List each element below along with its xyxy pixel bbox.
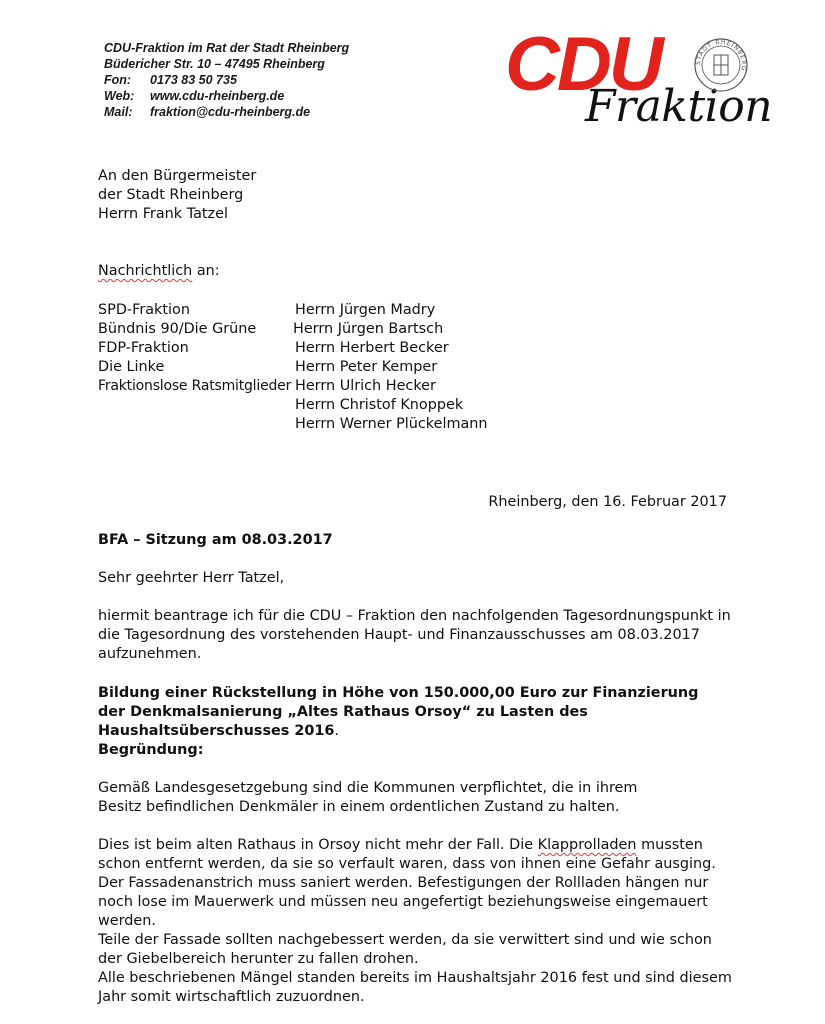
web-value: www.cdu-rheinberg.de — [150, 89, 285, 103]
logo-subtitle: Fraktion — [585, 81, 773, 132]
mail-label: Mail: — [104, 105, 133, 119]
reason-heading: Begründung: — [98, 742, 204, 758]
para2-text-b: mussten schon entfernt werden, da sie so verfault waren, dass von ihnen eine Gefahr ausging. Der Fassadenanstrich muss saniert werden. Befestigungen der Rollladen hängen nur noch lose im Mauerwerk und müssen neu angefertigt beziehungsweise eingemauert werden. — [98, 837, 716, 929]
fon-label: Fon: — [104, 73, 132, 87]
cc-group: FDP-Fraktion — [98, 340, 189, 356]
sender-org: CDU-Fraktion im Rat der Stadt Rheinberg — [104, 41, 350, 55]
recipient-line-2: der Stadt Rheinberg — [98, 187, 244, 203]
cc-heading-word: Nachrichtlich — [98, 263, 193, 279]
reason-paragraph-2 — [98, 836, 738, 1007]
reason-paragraph-2-part-3: Alle beschriebenen Mängel standen bereits im Haushaltsjahr 2016 fest und sind diesem Jahr somit wirtschaftlich zuzuordnen. — [98, 970, 732, 1005]
intro-paragraph: hiermit beantrage ich für die CDU – Fraktion den nachfolgenden Tagesordnungspunkt in die Tagesordnung des vorstehenden Haupt- und Finanzausschusses am 08.03.2017 aufzunehmen. — [98, 608, 731, 662]
sender-address — [104, 40, 349, 120]
cc-person: Herrn Jürgen Bartsch — [293, 321, 444, 337]
seal-text: STADT RHEINBERG — [694, 38, 748, 72]
cc-heading-rest: an: — [192, 263, 220, 279]
para2-flagged-word: Klapprolladen — [537, 837, 637, 853]
cc-person: Herrn Christof Knoppek — [295, 397, 464, 413]
para2-text-a: Dies ist beim alten Rathaus in Orsoy nicht mehr der Fall. Die — [98, 837, 538, 853]
subject-line: BFA – Sitzung am 08.03.2017 — [98, 532, 333, 548]
sender-web — [104, 88, 349, 104]
letter-date: Rheinberg, den 16. Februar 2017 — [488, 494, 727, 510]
fon-value: 0173 83 50 735 — [150, 73, 237, 87]
cc-group: Fraktionslose Ratsmitglieder — [98, 378, 292, 394]
recipient-line-1: An den Bürgermeister — [98, 168, 257, 184]
motion-paragraph — [98, 684, 718, 741]
cc-group: Die Linke — [98, 359, 165, 375]
motion-text: Bildung einer Rückstellung in Höhe von 150.000,00 Euro zur Finanzierung der Denkmalsanierung „Altes Rathaus Orsoy“ zu Lasten des Haushaltsüberschusses 2016 — [98, 685, 699, 739]
cc-group: SPD-Fraktion — [98, 302, 190, 318]
cc-person: Herrn Ulrich Hecker — [295, 378, 436, 394]
cc-person: Herrn Peter Kemper — [295, 359, 438, 375]
reason-paragraph-2-part-2: Teile der Fassade sollten nachgebessert werden, da sie verwittert sind und wie schon der Giebelbereich herunter zu fallen drohen. — [98, 932, 712, 967]
sender-street: Büdericher Str. 10 – 47495 Rheinberg — [104, 57, 325, 71]
reason-paragraph-2-part-1 — [98, 836, 738, 931]
cc-group: Bündnis 90/Die Grüne — [98, 321, 257, 337]
cc-person: Herrn Jürgen Madry — [295, 302, 436, 318]
mail-value: fraktion@cdu-rheinberg.de — [150, 105, 311, 119]
cc-person: Herrn Herbert Becker — [295, 340, 449, 356]
cc-heading — [98, 262, 220, 281]
recipient-line-3: Herrn Frank Tatzel — [98, 206, 228, 222]
motion-end: . — [334, 723, 339, 739]
cdu-fraktion-logo — [505, 22, 773, 132]
cc-person: Herrn Werner Plückelmann — [295, 416, 488, 432]
logo-brand: CDU — [505, 22, 661, 107]
city-seal-icon — [693, 37, 749, 93]
reason-paragraph-1: Gemäß Landesgesetzgebung sind die Kommunen verpflichtet, die in ihrem Besitz befindlichen Denkmäler in einem ordentlichen Zustand zu halten. — [98, 780, 638, 815]
sender-fon — [104, 72, 349, 88]
sender-mail — [104, 104, 349, 120]
web-label: Web: — [104, 89, 135, 103]
salutation: Sehr geehrter Herr Tatzel, — [98, 570, 285, 586]
